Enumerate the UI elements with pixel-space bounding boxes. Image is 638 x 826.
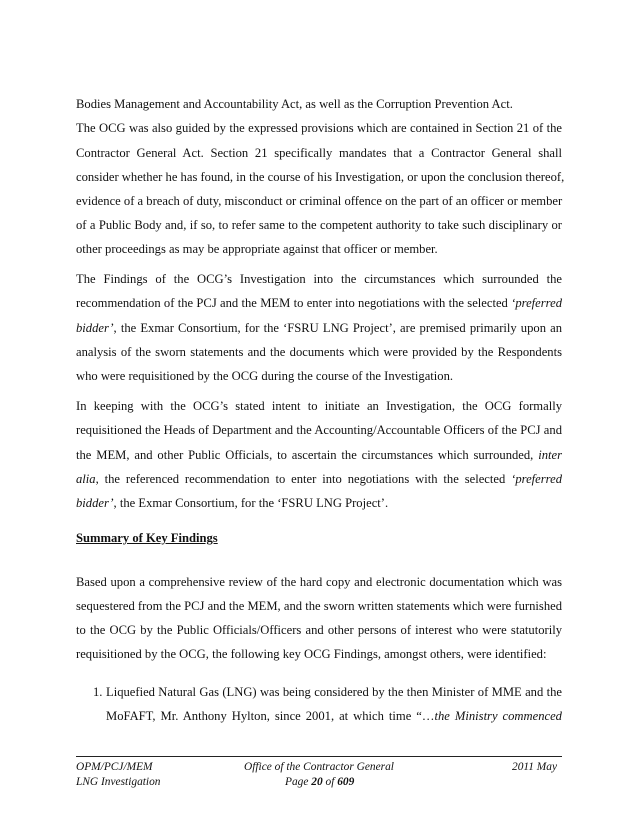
footer-right-date: 2011 May xyxy=(512,761,558,773)
text-run: recommendation of the PCJ and the MEM to enter into negotiations with the selected xyxy=(76,296,512,310)
paragraph-line: other proceedings as may be appropriate against that officer or member. xyxy=(76,242,438,256)
list-item-line: Liquefied Natural Gas (LNG) was being considered by the then Minister of MME and the xyxy=(106,685,562,699)
page-prefix: Page xyxy=(285,776,312,788)
text-run: MoFAFT, Mr. Anthony Hylton, since 2001, at which time “… xyxy=(106,709,435,723)
italic-text: ‘preferred xyxy=(511,472,562,486)
paragraph-line: of a Public Body and, if so, to refer same to the competent authority to take such disciplinary or xyxy=(76,218,562,232)
paragraph-line: Bodies Management and Accountability Act, as well as the Corruption Prevention Act. xyxy=(76,97,513,111)
page-current: 20 xyxy=(311,776,323,788)
page-total: 609 xyxy=(337,776,355,788)
paragraph-line: In keeping with the OCG’s stated intent to initiate an Investigation, the OCG formally xyxy=(76,399,562,413)
paragraph-line: consider whether he has found, in the course of his Investigation, or upon the conclusion thereof, xyxy=(76,170,565,184)
footer-left-line2: LNG Investigation xyxy=(76,776,161,788)
paragraph-line xyxy=(76,320,562,336)
page-of: of xyxy=(322,776,338,788)
text-run: , the referenced recommendation to enter into negotiations with the selected xyxy=(95,472,512,486)
paragraph-line: The OCG was also guided by the expressed provisions which are contained in Section 21 of the xyxy=(76,121,562,135)
paragraph-line xyxy=(76,447,562,463)
footer-center-title: Office of the Contractor General xyxy=(244,761,394,773)
italic-text: inter xyxy=(538,448,562,462)
footer-left-line1: OPM/PCJ/MEM xyxy=(76,761,153,773)
text-run: , the Exmar Consortium, for the ‘FSRU LNG Project’, are premised primarily upon an xyxy=(113,321,562,335)
text-run: , the Exmar Consortium, for the ‘FSRU LNG Project’. xyxy=(113,496,389,510)
list-number: 1. xyxy=(93,685,103,699)
footer-page-number xyxy=(285,775,354,789)
paragraph-line: to the OCG by the Public Officials/Officers and other persons of interest who were statutorily xyxy=(76,623,562,637)
paragraph-line: Based upon a comprehensive review of the hard copy and electronic documentation which was xyxy=(76,575,562,589)
paragraph-line: The Findings of the OCG’s Investigation into the circumstances which surrounded the xyxy=(76,272,562,286)
footer-divider xyxy=(76,756,562,757)
paragraph-line: evidence of a breach of duty, misconduct or criminal offence on the part of an officer or member xyxy=(76,194,563,208)
italic-text: ‘preferred xyxy=(511,296,562,310)
text-run: the MEM, and other Public Officials, to ascertain the circumstances which surrounded, xyxy=(76,448,539,462)
list-item-line xyxy=(106,708,562,724)
italic-text: the Ministry commenced xyxy=(434,709,562,723)
paragraph-line: sequestered from the PCJ and the MEM, and the sworn written statements which were furnished xyxy=(76,599,562,613)
paragraph-line: requisitioned by the OCG, the following key OCG Findings, amongst others, were identified: xyxy=(76,647,547,661)
italic-text: bidder’ xyxy=(76,496,114,510)
paragraph-line xyxy=(76,471,562,487)
paragraph-line: analysis of the sworn statements and the documents which were provided by the Respondents xyxy=(76,345,562,359)
italic-text: alia xyxy=(76,472,96,486)
italic-text: bidder’ xyxy=(76,321,114,335)
paragraph-line: requisitioned the Heads of Department and the Accounting/Accountable Officers of the PCJ and xyxy=(76,423,562,437)
paragraph-line: Contractor General Act. Section 21 specifically mandates that a Contractor General shall xyxy=(76,146,562,160)
paragraph-line: who were requisitioned by the OCG during the course of the Investigation. xyxy=(76,369,454,383)
paragraph-line xyxy=(76,495,562,511)
section-heading: Summary of Key Findings xyxy=(76,531,218,545)
paragraph-line xyxy=(76,295,562,311)
